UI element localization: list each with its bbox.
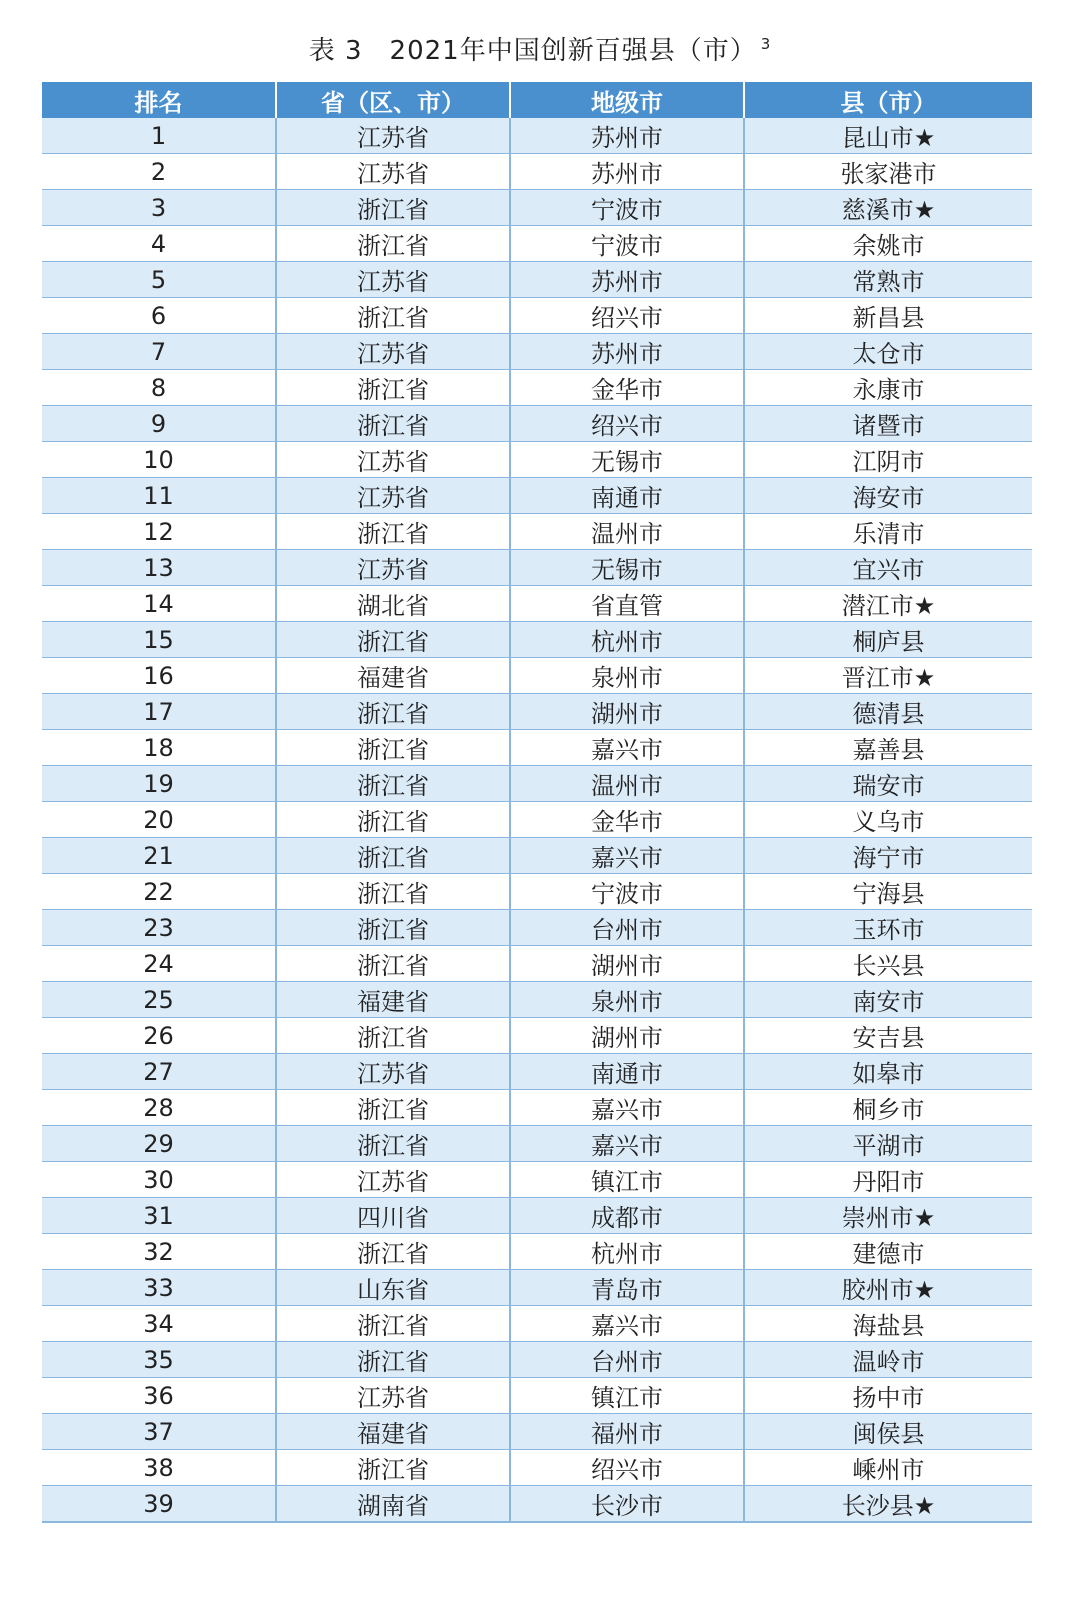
cell-province: 江苏省 <box>276 334 510 370</box>
cell-rank: 24 <box>42 946 276 982</box>
table-row <box>42 730 1032 766</box>
cell-province: 浙江省 <box>276 802 510 838</box>
cell-province: 浙江省 <box>276 910 510 946</box>
cell-province: 浙江省 <box>276 298 510 334</box>
cell-county: 闽侯县 <box>744 1414 1032 1450</box>
table-row <box>42 442 1032 478</box>
table-row <box>42 262 1032 298</box>
cell-province: 浙江省 <box>276 190 510 226</box>
table-header-row <box>42 82 1032 118</box>
cell-rank: 4 <box>42 226 276 262</box>
cell-rank: 33 <box>42 1270 276 1306</box>
table-row <box>42 802 1032 838</box>
cell-prefecture-city: 台州市 <box>510 910 744 946</box>
table-row <box>42 874 1032 910</box>
cell-prefecture-city: 泉州市 <box>510 658 744 694</box>
cell-county: 温岭市 <box>744 1342 1032 1378</box>
cell-prefecture-city: 南通市 <box>510 1054 744 1090</box>
cell-province: 江苏省 <box>276 442 510 478</box>
cell-province: 浙江省 <box>276 946 510 982</box>
cell-prefecture-city: 嘉兴市 <box>510 1090 744 1126</box>
table-row <box>42 838 1032 874</box>
cell-prefecture-city: 泉州市 <box>510 982 744 1018</box>
cell-rank: 29 <box>42 1126 276 1162</box>
cell-county: 长沙县★ <box>744 1486 1032 1523</box>
table-row <box>42 478 1032 514</box>
cell-county: 玉环市 <box>744 910 1032 946</box>
table-row <box>42 514 1032 550</box>
table-row <box>42 1090 1032 1126</box>
cell-county: 瑞安市 <box>744 766 1032 802</box>
cell-county: 南安市 <box>744 982 1032 1018</box>
cell-province: 湖北省 <box>276 586 510 622</box>
cell-rank: 8 <box>42 370 276 406</box>
cell-province: 浙江省 <box>276 514 510 550</box>
table-row <box>42 1414 1032 1450</box>
cell-county: 昆山市★ <box>744 118 1032 154</box>
cell-prefecture-city: 福州市 <box>510 1414 744 1450</box>
cell-prefecture-city: 嘉兴市 <box>510 1126 744 1162</box>
cell-prefecture-city: 绍兴市 <box>510 298 744 334</box>
table-row <box>42 550 1032 586</box>
cell-province: 江苏省 <box>276 154 510 190</box>
table-row <box>42 694 1032 730</box>
cell-province: 浙江省 <box>276 694 510 730</box>
cell-county: 德清县 <box>744 694 1032 730</box>
cell-prefecture-city: 金华市 <box>510 802 744 838</box>
cell-rank: 25 <box>42 982 276 1018</box>
table-row <box>42 190 1032 226</box>
cell-province: 江苏省 <box>276 478 510 514</box>
cell-rank: 22 <box>42 874 276 910</box>
table-row <box>42 370 1032 406</box>
cell-rank: 3 <box>42 190 276 226</box>
cell-province: 浙江省 <box>276 1306 510 1342</box>
table-row <box>42 982 1032 1018</box>
cell-rank: 18 <box>42 730 276 766</box>
cell-province: 浙江省 <box>276 838 510 874</box>
cell-prefecture-city: 苏州市 <box>510 334 744 370</box>
cell-rank: 34 <box>42 1306 276 1342</box>
cell-prefecture-city: 宁波市 <box>510 226 744 262</box>
cell-rank: 37 <box>42 1414 276 1450</box>
cell-prefecture-city: 杭州市 <box>510 622 744 658</box>
cell-rank: 6 <box>42 298 276 334</box>
cell-prefecture-city: 台州市 <box>510 1342 744 1378</box>
header-province: 省（区、市） <box>276 82 510 118</box>
cell-county: 海宁市 <box>744 838 1032 874</box>
table-row <box>42 334 1032 370</box>
cell-rank: 38 <box>42 1450 276 1486</box>
cell-county: 扬中市 <box>744 1378 1032 1414</box>
cell-county: 慈溪市★ <box>744 190 1032 226</box>
cell-rank: 36 <box>42 1378 276 1414</box>
cell-province: 湖南省 <box>276 1486 510 1523</box>
cell-county: 乐清市 <box>744 514 1032 550</box>
cell-province: 福建省 <box>276 982 510 1018</box>
cell-prefecture-city: 成都市 <box>510 1198 744 1234</box>
cell-province: 江苏省 <box>276 1054 510 1090</box>
cell-prefecture-city: 镇江市 <box>510 1378 744 1414</box>
header-county: 县（市） <box>744 82 1032 118</box>
table-row <box>42 118 1032 154</box>
cell-prefecture-city: 镇江市 <box>510 1162 744 1198</box>
cell-rank: 12 <box>42 514 276 550</box>
cell-prefecture-city: 绍兴市 <box>510 1450 744 1486</box>
table-title-text: 表 3 2021年中国创新百强县（市） <box>308 36 757 66</box>
table-row <box>42 406 1032 442</box>
header-rank: 排名 <box>42 82 276 118</box>
cell-province: 福建省 <box>276 1414 510 1450</box>
cell-province: 江苏省 <box>276 550 510 586</box>
cell-county: 如皋市 <box>744 1054 1032 1090</box>
cell-prefecture-city: 无锡市 <box>510 442 744 478</box>
table-row <box>42 1378 1032 1414</box>
cell-prefecture-city: 省直管 <box>510 586 744 622</box>
cell-prefecture-city: 宁波市 <box>510 190 744 226</box>
cell-rank: 10 <box>42 442 276 478</box>
table-row <box>42 1270 1032 1306</box>
cell-county: 嘉善县 <box>744 730 1032 766</box>
cell-province: 浙江省 <box>276 730 510 766</box>
cell-county: 平湖市 <box>744 1126 1032 1162</box>
cell-prefecture-city: 宁波市 <box>510 874 744 910</box>
cell-prefecture-city: 金华市 <box>510 370 744 406</box>
cell-province: 江苏省 <box>276 118 510 154</box>
cell-county: 嵊州市 <box>744 1450 1032 1486</box>
cell-province: 浙江省 <box>276 226 510 262</box>
table-row <box>42 1234 1032 1270</box>
table-row <box>42 1126 1032 1162</box>
cell-province: 江苏省 <box>276 262 510 298</box>
cell-rank: 13 <box>42 550 276 586</box>
cell-county: 诸暨市 <box>744 406 1032 442</box>
table-row <box>42 946 1032 982</box>
cell-province: 浙江省 <box>276 370 510 406</box>
cell-prefecture-city: 湖州市 <box>510 1018 744 1054</box>
cell-rank: 35 <box>42 1342 276 1378</box>
cell-prefecture-city: 湖州市 <box>510 694 744 730</box>
cell-province: 浙江省 <box>276 406 510 442</box>
cell-prefecture-city: 青岛市 <box>510 1270 744 1306</box>
cell-rank: 14 <box>42 586 276 622</box>
table-row <box>42 1162 1032 1198</box>
cell-prefecture-city: 苏州市 <box>510 154 744 190</box>
cell-county: 潜江市★ <box>744 586 1032 622</box>
cell-prefecture-city: 无锡市 <box>510 550 744 586</box>
cell-rank: 21 <box>42 838 276 874</box>
cell-county: 余姚市 <box>744 226 1032 262</box>
cell-county: 海安市 <box>744 478 1032 514</box>
table-row <box>42 298 1032 334</box>
cell-county: 义乌市 <box>744 802 1032 838</box>
cell-rank: 31 <box>42 1198 276 1234</box>
cell-rank: 2 <box>42 154 276 190</box>
cell-province: 浙江省 <box>276 766 510 802</box>
cell-province: 浙江省 <box>276 1234 510 1270</box>
cell-rank: 17 <box>42 694 276 730</box>
cell-county: 胶州市★ <box>744 1270 1032 1306</box>
cell-prefecture-city: 嘉兴市 <box>510 838 744 874</box>
cell-province: 浙江省 <box>276 874 510 910</box>
cell-county: 长兴县 <box>744 946 1032 982</box>
cell-province: 江苏省 <box>276 1378 510 1414</box>
cell-prefecture-city: 嘉兴市 <box>510 1306 744 1342</box>
cell-rank: 7 <box>42 334 276 370</box>
cell-county: 宁海县 <box>744 874 1032 910</box>
cell-county: 晋江市★ <box>744 658 1032 694</box>
table-row <box>42 1198 1032 1234</box>
cell-county: 建德市 <box>744 1234 1032 1270</box>
cell-rank: 1 <box>42 118 276 154</box>
cell-county: 桐庐县 <box>744 622 1032 658</box>
footnote-marker: 3 <box>760 35 772 54</box>
table-title <box>0 30 1080 67</box>
cell-province: 山东省 <box>276 1270 510 1306</box>
cell-province: 四川省 <box>276 1198 510 1234</box>
cell-rank: 16 <box>42 658 276 694</box>
cell-county: 江阴市 <box>744 442 1032 478</box>
cell-province: 浙江省 <box>276 1342 510 1378</box>
cell-county: 新昌县 <box>744 298 1032 334</box>
table-row <box>42 766 1032 802</box>
cell-province: 浙江省 <box>276 1090 510 1126</box>
cell-rank: 23 <box>42 910 276 946</box>
cell-county: 宜兴市 <box>744 550 1032 586</box>
table-row <box>42 1486 1032 1523</box>
cell-province: 浙江省 <box>276 1450 510 1486</box>
cell-province: 浙江省 <box>276 622 510 658</box>
table-row <box>42 1450 1032 1486</box>
cell-rank: 39 <box>42 1486 276 1523</box>
cell-county: 常熟市 <box>744 262 1032 298</box>
cell-county: 桐乡市 <box>744 1090 1032 1126</box>
cell-province: 江苏省 <box>276 1162 510 1198</box>
cell-rank: 32 <box>42 1234 276 1270</box>
table-row <box>42 1054 1032 1090</box>
cell-county: 海盐县 <box>744 1306 1032 1342</box>
cell-county: 安吉县 <box>744 1018 1032 1054</box>
cell-prefecture-city: 温州市 <box>510 766 744 802</box>
cell-prefecture-city: 嘉兴市 <box>510 730 744 766</box>
table-row <box>42 622 1032 658</box>
cell-rank: 11 <box>42 478 276 514</box>
cell-rank: 26 <box>42 1018 276 1054</box>
table-row <box>42 586 1032 622</box>
cell-rank: 19 <box>42 766 276 802</box>
table-row <box>42 910 1032 946</box>
cell-province: 福建省 <box>276 658 510 694</box>
cell-prefecture-city: 长沙市 <box>510 1486 744 1523</box>
cell-rank: 27 <box>42 1054 276 1090</box>
table-row <box>42 658 1032 694</box>
cell-prefecture-city: 温州市 <box>510 514 744 550</box>
cell-prefecture-city: 湖州市 <box>510 946 744 982</box>
cell-province: 浙江省 <box>276 1126 510 1162</box>
table-row <box>42 1306 1032 1342</box>
table-row <box>42 226 1032 262</box>
table-row <box>42 1018 1032 1054</box>
cell-rank: 30 <box>42 1162 276 1198</box>
cell-prefecture-city: 苏州市 <box>510 118 744 154</box>
cell-county: 丹阳市 <box>744 1162 1032 1198</box>
cell-county: 永康市 <box>744 370 1032 406</box>
cell-rank: 9 <box>42 406 276 442</box>
cell-prefecture-city: 南通市 <box>510 478 744 514</box>
table-row <box>42 154 1032 190</box>
cell-county: 张家港市 <box>744 154 1032 190</box>
cell-prefecture-city: 苏州市 <box>510 262 744 298</box>
cell-rank: 5 <box>42 262 276 298</box>
cell-county: 太仓市 <box>744 334 1032 370</box>
table-row <box>42 1342 1032 1378</box>
cell-province: 浙江省 <box>276 1018 510 1054</box>
ranking-table <box>42 82 1032 1523</box>
cell-prefecture-city: 杭州市 <box>510 1234 744 1270</box>
cell-prefecture-city: 绍兴市 <box>510 406 744 442</box>
table-body <box>42 118 1032 1522</box>
cell-rank: 15 <box>42 622 276 658</box>
cell-rank: 20 <box>42 802 276 838</box>
cell-rank: 28 <box>42 1090 276 1126</box>
cell-county: 崇州市★ <box>744 1198 1032 1234</box>
header-prefecture-city: 地级市 <box>510 82 744 118</box>
